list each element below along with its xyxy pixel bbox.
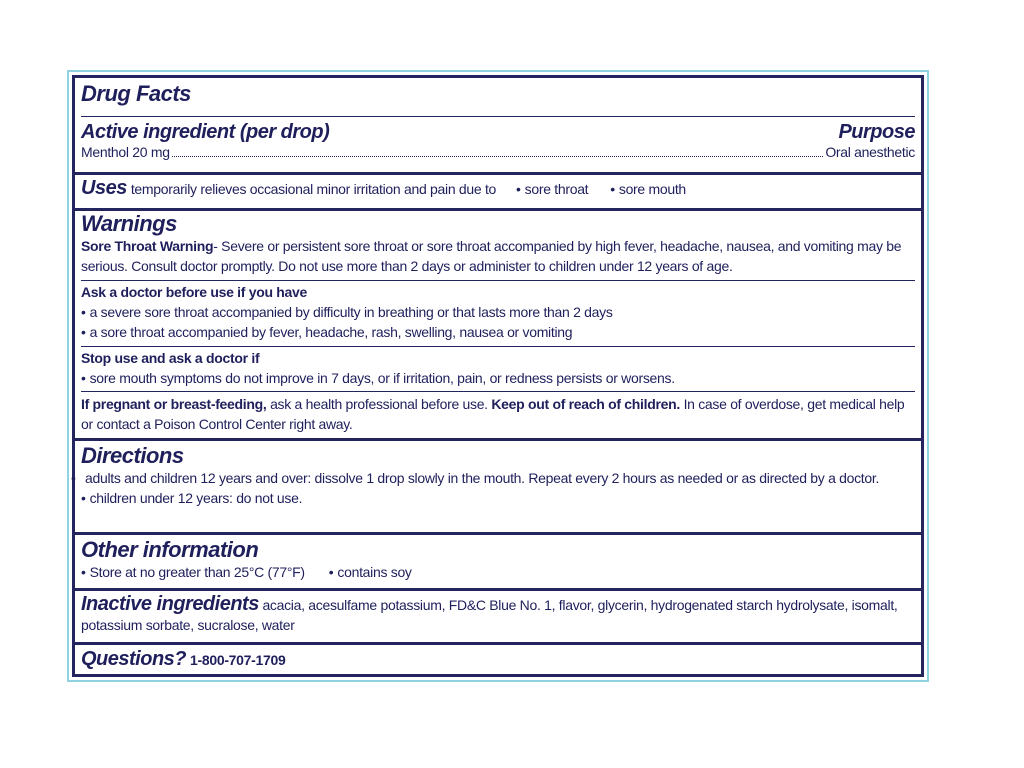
inactive-ingredients-text: acacia, acesulfame potassium, FD&C Blue No. 1, flavor, glycerin, hydrogenated starch hydrolysate, isomalt, potassium sorbate, sucralose, water [81,597,898,633]
inactive-ingredients-heading: Inactive ingredients [81,593,259,615]
subsection-rule [81,391,915,392]
section-divider [75,208,921,211]
dot-leader [172,156,824,157]
questions-section [81,648,915,671]
sore-throat-label: Sore Throat Warning [81,238,214,254]
ingredient-purpose: Oral anesthetic [825,144,915,160]
list-item: • Store at no greater than 25°C (77°F) [81,564,305,580]
section-divider [75,172,921,175]
section-divider [75,532,921,535]
list-item: • adults and children 12 years and over: dissolve 1 drop slowly in the mouth. Repeat every 2 hours as needed or as directed by a doctor. [71,470,880,486]
other-info-heading: Other information [81,537,259,562]
warnings-heading: Warnings [81,211,177,236]
uses-heading: Uses [81,177,127,199]
stop-use-heading: Stop use and ask a doctor if [81,350,260,366]
purpose-heading: Purpose [838,121,915,143]
subsection-rule [81,280,915,281]
section-divider [75,588,921,591]
questions-heading: Questions? [81,648,187,670]
list-item: • a severe sore throat accompanied by difficulty in breathing or that lasts more than 2 days [81,304,613,320]
directions-heading: Directions [81,443,184,468]
list-item: • children under 12 years: do not use. [81,490,303,506]
uses-item: • sore mouth [610,181,686,197]
title-section [81,82,915,106]
directions-section [71,443,915,508]
other-info-section [81,538,915,582]
inactive-ingredients-section [81,594,915,635]
pregnancy-section [81,394,915,434]
drug-facts-panel [72,75,924,677]
list-item: • contains soy [328,564,412,580]
uses-text: temporarily relieves occasional minor irritation and pain due to [130,181,497,197]
pregnancy-warning: If pregnant or breast-feeding, ask a health professional before use. Keep out of reach of children. In case of overdose, get medical help or contact a Poison Control Center right away. [81,396,905,432]
ask-doctor-section [81,282,915,342]
section-divider [75,438,921,441]
uses-section [81,178,915,199]
uses-item: • sore throat [516,181,589,197]
ask-doctor-heading: Ask a doctor before use if you have [81,284,308,300]
list-item: • a sore throat accompanied by fever, headache, rash, swelling, nausea or vomiting [81,324,573,340]
section-divider [75,642,921,645]
sore-throat-text: - Severe or persistent sore throat or sore throat accompanied by high fever, headache, nausea, and vomiting may be serious. Consult doctor promptly. Do not use more than 2 days or administer to children under 12 years of age. [81,238,902,274]
ingredient-name: Menthol 20 mg [81,144,170,160]
subsection-rule [81,346,915,347]
drug-facts-frame [67,70,929,682]
active-ingredient-section [81,120,915,162]
title-rule [81,116,915,117]
warnings-section [81,212,915,276]
page-title: Drug Facts [81,81,191,106]
sore-throat-warning [81,236,915,276]
stop-use-section [81,348,915,388]
active-ingredient-heading: Active ingredient (per drop) [81,121,330,143]
phone-number: 1-800-707-1709 [190,652,286,668]
list-item: • sore mouth symptoms do not improve in 7 days, or if irritation, pain, or redness persists or worsens. [81,370,675,386]
